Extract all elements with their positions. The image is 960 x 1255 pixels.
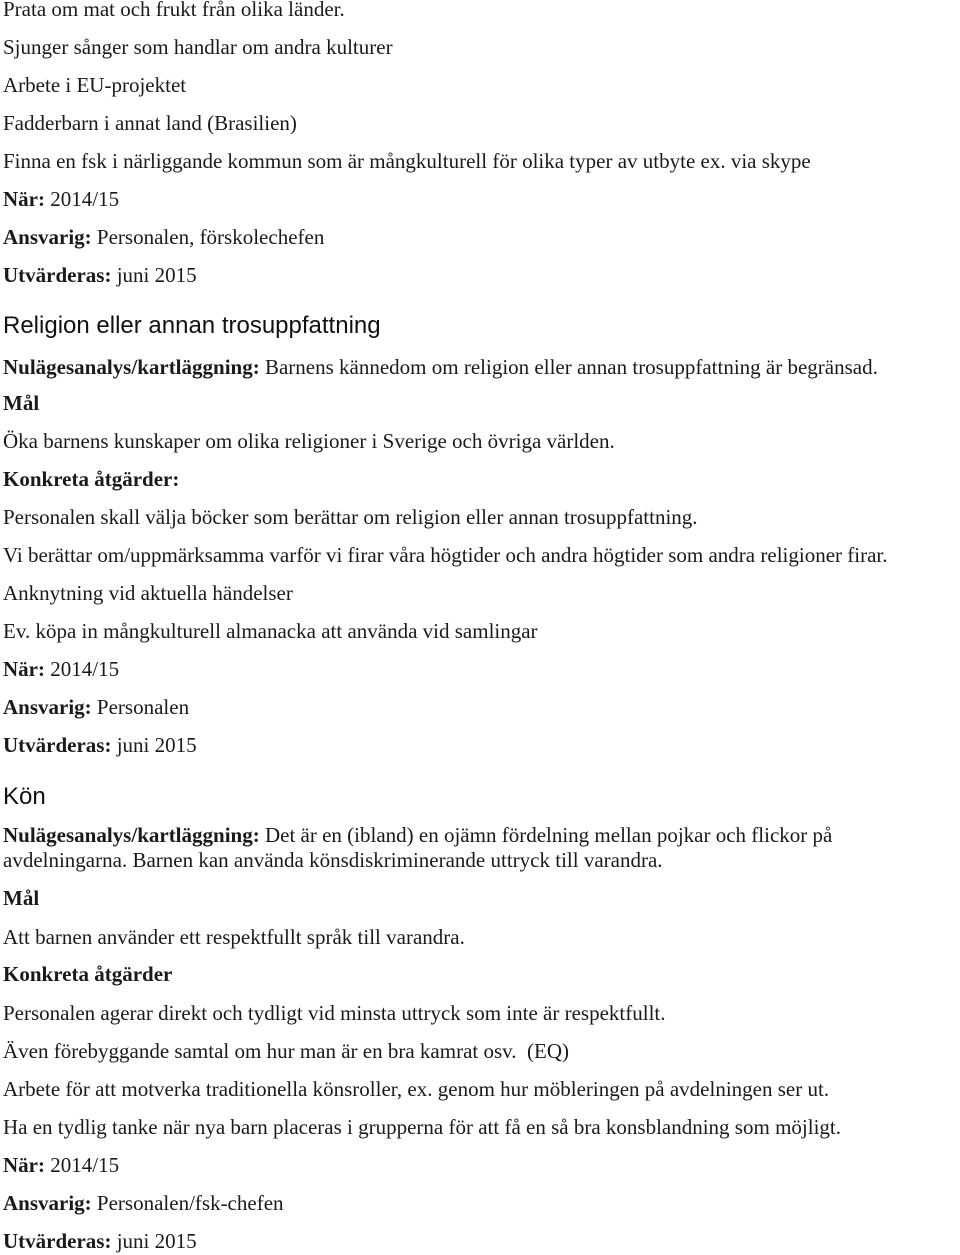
culture-evaluated-row xyxy=(3,263,197,287)
gender-goal-label: Mål xyxy=(3,886,40,910)
gender-action-item: Arbete för att motverka traditionella könsroller, ex. genom hur möbleringen på avdelningen ser ut. xyxy=(3,1077,830,1101)
analysis-label: Nulägesanalys/kartläggning: xyxy=(3,823,260,847)
gender-goal-text: Att barnen använder ett respektfullt språk till varandra. xyxy=(3,925,465,949)
evaluated-label: Utvärderas: xyxy=(3,1229,112,1253)
evaluated-label: Utvärderas: xyxy=(3,733,112,757)
when-label: När: xyxy=(3,657,45,681)
gender-action-item: Personalen agerar direkt och tydligt vid minsta uttryck som inte är respektfullt. xyxy=(3,1001,666,1025)
religion-evaluated-row xyxy=(3,733,197,757)
religion-analysis-row xyxy=(3,355,878,379)
religion-action-item: Vi berättar om/uppmärksamma varför vi firar våra högtider och andra högtider som andra religioner firar. xyxy=(3,543,888,567)
responsible-value: Personalen, förskolechefen xyxy=(91,225,325,249)
evaluated-value: juni 2015 xyxy=(111,733,197,757)
gender-analysis-continuation: avdelningarna. Barnen kan använda könsdiskriminerande uttryck till varandra. xyxy=(3,848,663,872)
when-label: När: xyxy=(3,1153,45,1177)
religion-action-item: Anknytning vid aktuella händelser xyxy=(3,581,293,605)
religion-actions-label: Konkreta åtgärder: xyxy=(3,467,180,491)
gender-action-item: Ha en tydlig tanke när nya barn placeras i grupperna för att få en så bra konsblandning som möjligt. xyxy=(3,1115,841,1139)
intro-line: Prata om mat och frukt från olika länder. xyxy=(3,0,345,21)
analysis-text: Barnens kännedom om religion eller annan trosuppfattning är begränsad. xyxy=(259,355,878,379)
intro-line: Finna en fsk i närliggande kommun som är mångkulturell för olika typer av utbyte ex. via skype xyxy=(3,149,811,173)
religion-action-item: Personalen skall välja böcker som berättar om religion eller annan trosuppfattning. xyxy=(3,505,698,529)
religion-action-item: Ev. köpa in mångkulturell almanacka att använda vid samlingar xyxy=(3,619,538,643)
evaluated-value: juni 2015 xyxy=(111,1229,197,1253)
religion-heading: Religion eller annan trosuppfattning xyxy=(3,312,381,339)
religion-responsible-row xyxy=(3,695,189,719)
analysis-label: Nulägesanalys/kartläggning: xyxy=(3,355,260,379)
gender-actions-label: Konkreta åtgärder xyxy=(3,962,173,986)
culture-responsible-row xyxy=(3,225,324,249)
gender-evaluated-row xyxy=(3,1229,197,1253)
gender-responsible-row xyxy=(3,1191,284,1215)
intro-line: Sjunger sånger som handlar om andra kulturer xyxy=(3,35,393,59)
religion-goal-label: Mål xyxy=(3,391,40,415)
evaluated-value: juni 2015 xyxy=(111,263,197,287)
religion-when-row xyxy=(3,657,119,681)
religion-goal-text: Öka barnens kunskaper om olika religioner i Sverige och övriga världen. xyxy=(3,429,615,453)
responsible-label: Ansvarig: xyxy=(3,1191,92,1215)
intro-line: Fadderbarn i annat land (Brasilien) xyxy=(3,111,297,135)
when-label: När: xyxy=(3,187,45,211)
responsible-label: Ansvarig: xyxy=(3,225,92,249)
gender-analysis-row xyxy=(3,823,832,847)
analysis-text: Det är en (ibland) en ojämn fördelning mellan pojkar och flickor på xyxy=(259,823,833,847)
when-value: 2014/15 xyxy=(44,1153,120,1177)
gender-action-item: Även förebyggande samtal om hur man är en bra kamrat osv. (EQ) xyxy=(3,1039,570,1063)
when-value: 2014/15 xyxy=(44,187,120,211)
culture-when-row xyxy=(3,187,119,211)
when-value: 2014/15 xyxy=(44,657,120,681)
responsible-label: Ansvarig: xyxy=(3,695,92,719)
gender-when-row xyxy=(3,1153,119,1177)
responsible-value: Personalen/fsk-chefen xyxy=(91,1191,284,1215)
gender-heading: Kön xyxy=(3,783,46,810)
responsible-value: Personalen xyxy=(91,695,190,719)
intro-line: Arbete i EU-projektet xyxy=(3,73,187,97)
evaluated-label: Utvärderas: xyxy=(3,263,112,287)
